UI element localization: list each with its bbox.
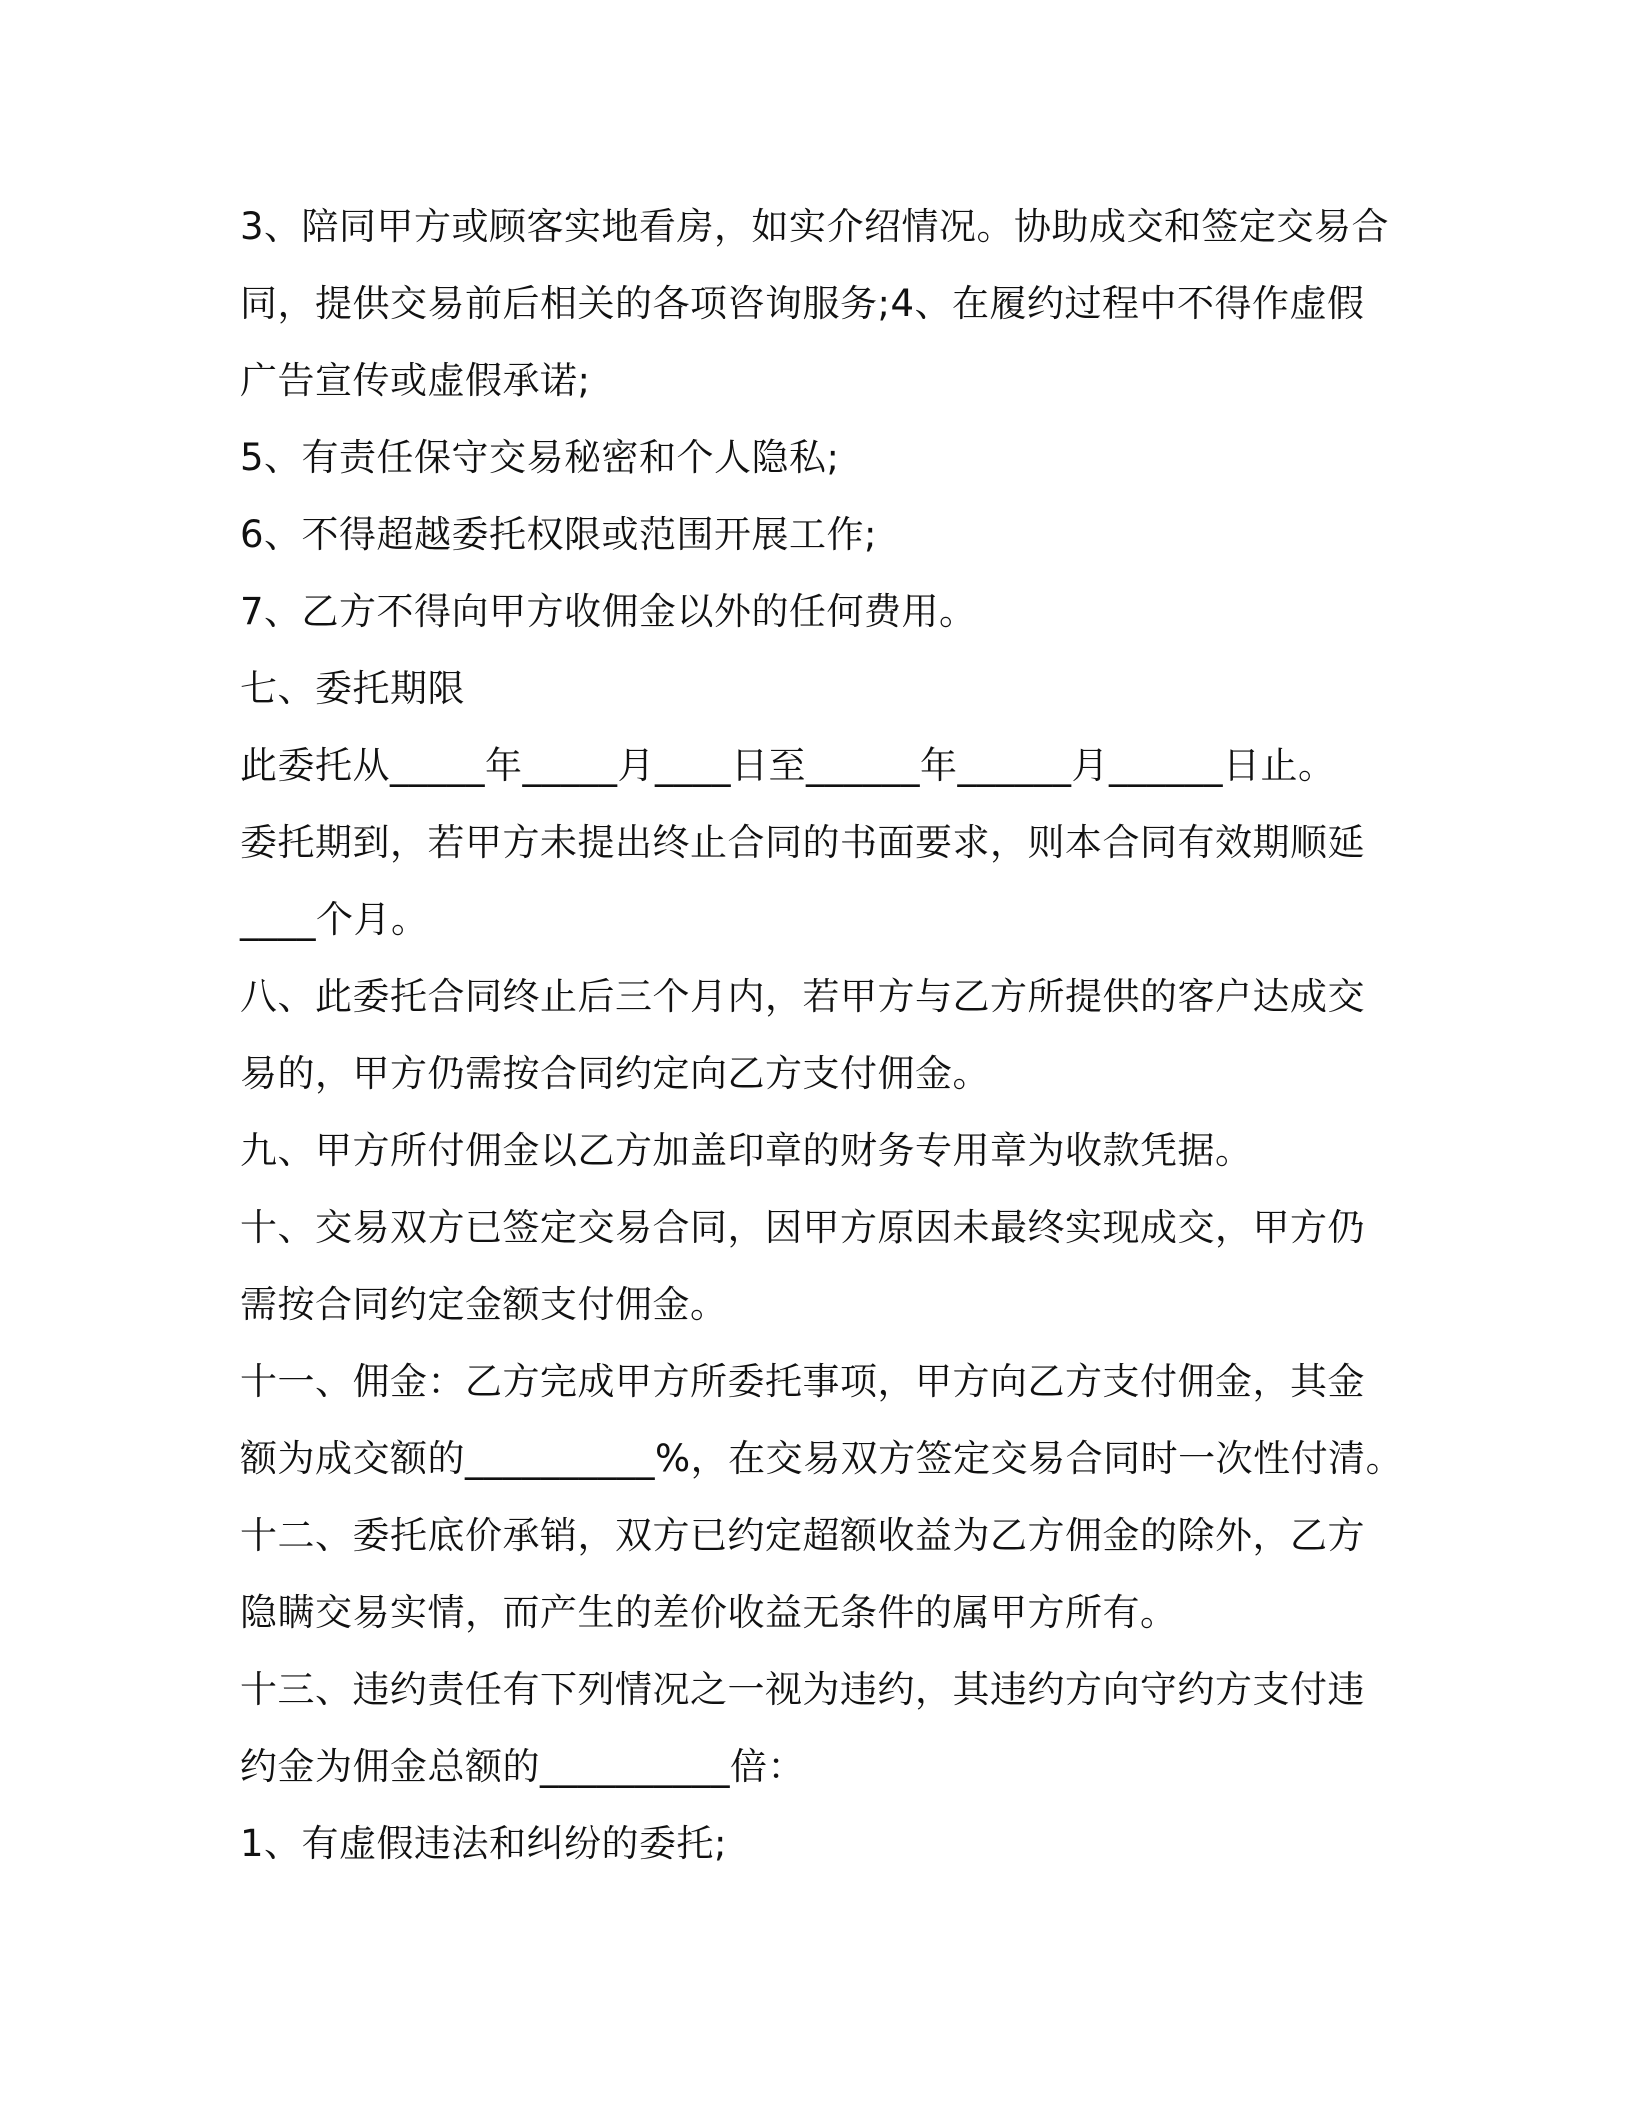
text-line: 7、乙方不得向甲方收佣金以外的任何费用。	[240, 590, 977, 633]
text-line: 3、陪同甲方或顾客实地看房，如实介绍情况。协助成交和签定交易合	[240, 205, 1390, 248]
text-line: 九、甲方所付佣金以乙方加盖印章的财务专用章为收款凭据。	[240, 1129, 1253, 1172]
text-line: 八、此委托合同终止后三个月内，若甲方与乙方所提供的客户达成交	[240, 975, 1365, 1018]
text-line: 6、不得超越委托权限或范围开展工作;	[240, 513, 878, 556]
text-line: 额为成交额的__________%，在交易双方签定交易合同时一次性付清。	[240, 1437, 1404, 1480]
text-line: 此委托从_____年_____月____日至______年______月______日止。	[240, 744, 1336, 787]
text-line: 约金为佣金总额的__________倍：	[240, 1745, 805, 1788]
text-line: ____个月。	[240, 898, 429, 941]
text-line: 十三、违约责任有下列情况之一视为违约，其违约方向守约方支付违	[240, 1668, 1365, 1711]
text-line: 同，提供交易前后相关的各项咨询服务;4、在履约过程中不得作虚假	[240, 282, 1365, 325]
text-line: 十二、委托底价承销，双方已约定超额收益为乙方佣金的除外，乙方	[240, 1514, 1365, 1557]
text-line: 广告宣传或虚假承诺;	[240, 359, 591, 402]
document-body	[240, 188, 1410, 1882]
section-heading: 七、委托期限	[240, 667, 465, 710]
text-line: 十、交易双方已签定交易合同，因甲方原因未最终实现成交，甲方仍	[240, 1206, 1365, 1249]
text-line: 需按合同约定金额支付佣金。	[240, 1283, 728, 1326]
text-line: 5、有责任保守交易秘密和个人隐私;	[240, 436, 840, 479]
text-line: 委托期到，若甲方未提出终止合同的书面要求，则本合同有效期顺延	[240, 821, 1365, 864]
text-line: 易的，甲方仍需按合同约定向乙方支付佣金。	[240, 1052, 990, 1095]
text-line: 1、有虚假违法和纠纷的委托;	[240, 1822, 728, 1865]
text-line: 十一、佣金：乙方完成甲方所委托事项，甲方向乙方支付佣金，其金	[240, 1360, 1365, 1403]
text-line: 隐瞒交易实情，而产生的差价收益无条件的属甲方所有。	[240, 1591, 1178, 1634]
